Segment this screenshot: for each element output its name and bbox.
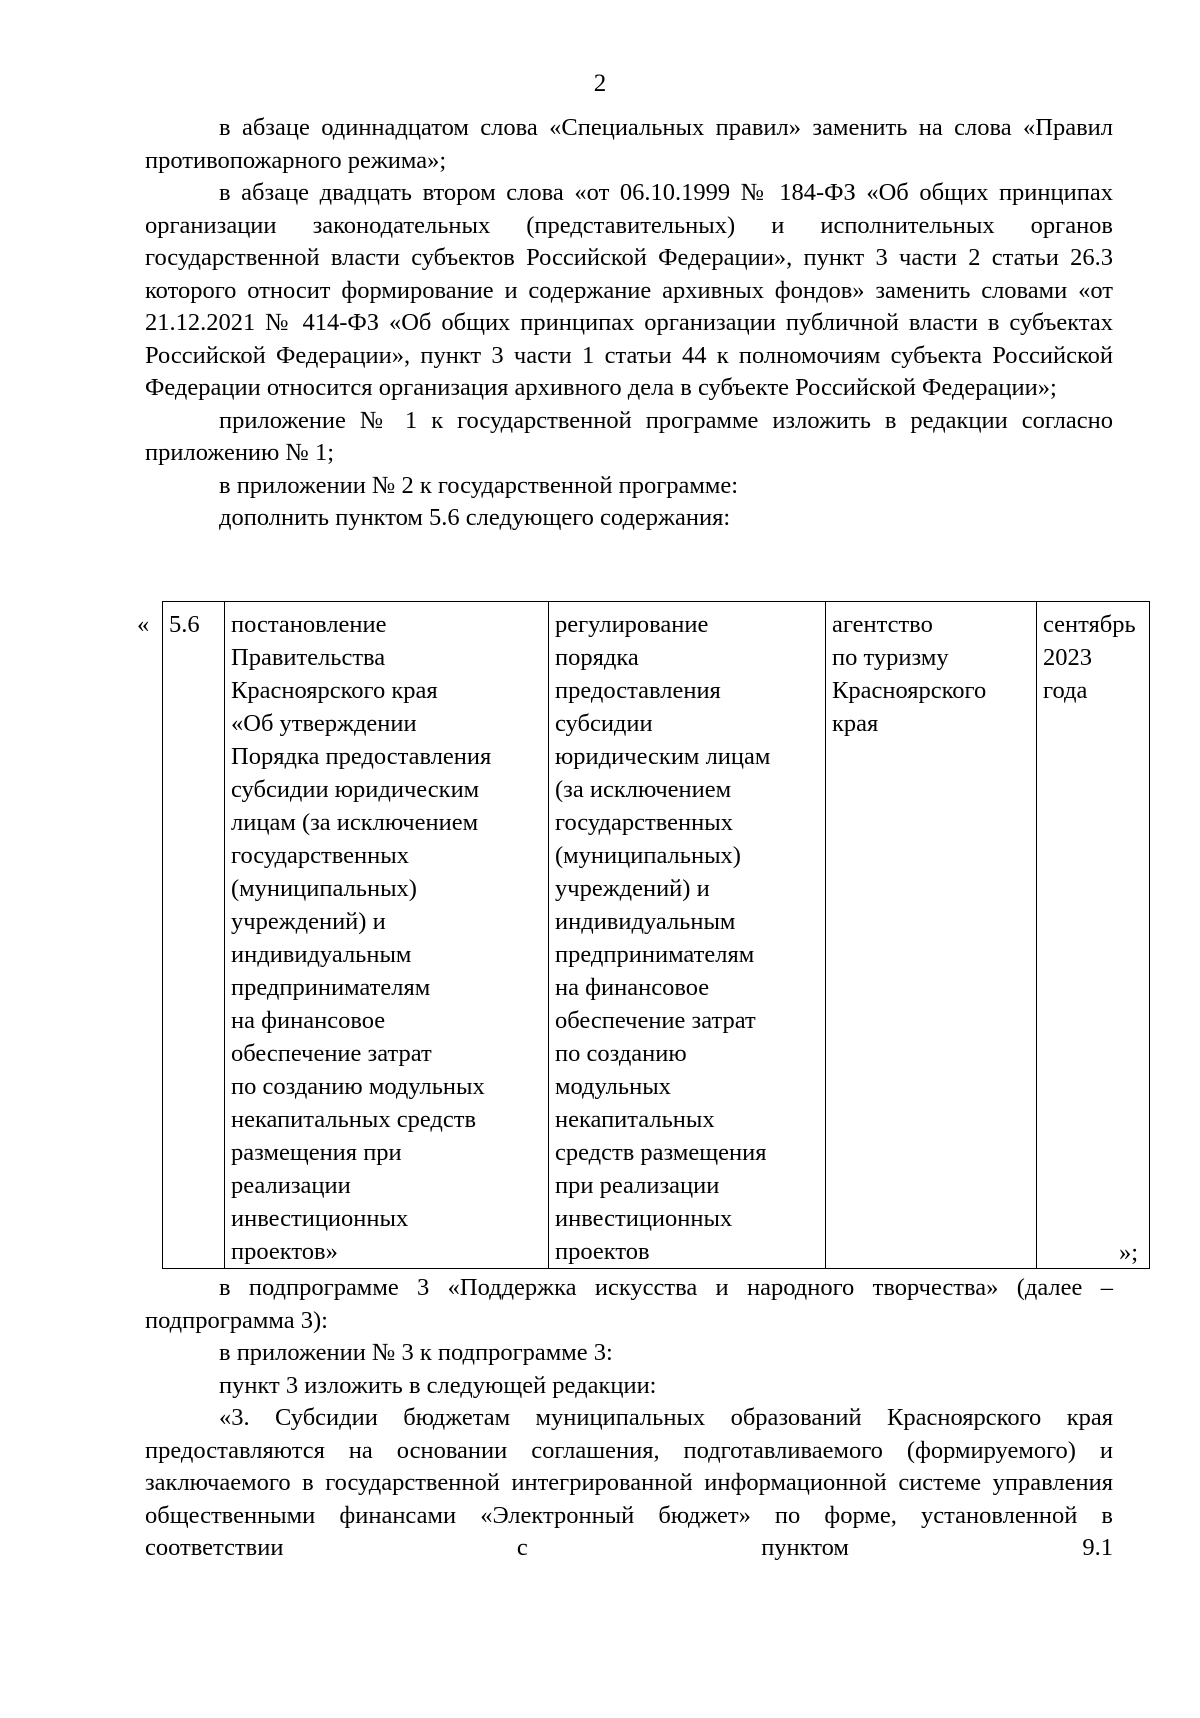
cell-line: на финансовое [231, 1007, 386, 1034]
cell-line: учреждений) и [555, 875, 710, 902]
cell-line: юридическим лицам [555, 743, 771, 770]
cell-line: Порядка предоставления [231, 743, 492, 770]
cell-line: года [1043, 677, 1088, 704]
document-body-bottom [145, 1272, 1113, 1565]
cell-line: при реализации [555, 1172, 720, 1199]
cell-line: государственных [231, 842, 409, 869]
table-open-quote: « [137, 611, 150, 638]
cell-line: некапитальных средств [231, 1106, 477, 1133]
table-row [163, 602, 1150, 1269]
cell-line: субсидии юридическим [231, 776, 480, 803]
paragraph-4: в приложении № 2 к государственной программе: [219, 471, 739, 499]
paragraph-7: в приложении № 3 к подпрограмме 3: [219, 1339, 613, 1366]
cell-line: Красноярского [832, 677, 987, 704]
cell-line: обеспечение затрат [555, 1007, 756, 1034]
paragraph-5: дополнить пунктом 5.6 следующего содержания: [219, 504, 731, 531]
term-lines [1043, 608, 1144, 707]
cell-line: сентябрь [1043, 611, 1136, 638]
cell-subject [549, 602, 826, 1269]
cell-line: по туризму [832, 644, 949, 671]
executor-lines [832, 608, 1031, 740]
document-lines [231, 608, 543, 1268]
cell-document [225, 602, 549, 1269]
cell-executor [826, 602, 1037, 1269]
cell-line: проектов» [231, 1238, 338, 1265]
subject-lines [555, 608, 820, 1268]
cell-line: порядка [555, 644, 639, 671]
cell-line: индивидуальным [231, 941, 412, 968]
paragraph-2: в абзаце двадцать втором слова «от 06.10.1999 № 184-ФЗ «Об общих принципах организации законодательных (представительных) и исполнительных органов государственной власти субъектов Российской Федерации», пункт 3 части 2 статьи 26.3 которого относит формирование и содержание архивных фондов» заменить словами «от 21.12.2021 № 414-ФЗ «Об общих принципах организации публичной власти в субъектах Российской Федерации», пункт 3 части 1 статьи 44 к полномочиям субъекта Российской Федерации относится организация архивного дела в субъекте Российской Федерации»; [145, 179, 1113, 401]
cell-line: средств размещения [555, 1139, 767, 1166]
cell-line: по созданию модульных [231, 1073, 485, 1100]
cell-line: государственных [555, 809, 733, 836]
cell-line: постановление [231, 611, 387, 638]
table-close-quote: »; [1119, 1239, 1139, 1266]
cell-line: агентство [832, 611, 933, 638]
paragraph-8: пункт 3 изложить в следующей редакции: [219, 1371, 657, 1399]
paragraph-1: в абзаце одиннадцатом слова «Специальных правил» заменить на слова «Правил противопожарного режима»; [145, 114, 1113, 174]
cell-line: края [832, 710, 879, 737]
cell-line: реализации [231, 1172, 351, 1199]
cell-line: обеспечение затрат [231, 1040, 432, 1067]
cell-line: (за исключением [555, 776, 732, 803]
amendment-table [162, 601, 1150, 1269]
cell-line: предпринимателям [555, 941, 755, 968]
cell-line: субсидии [555, 710, 653, 737]
cell-line: Правительства [231, 644, 386, 671]
cell-line: размещения при [231, 1139, 402, 1166]
cell-line: модульных [555, 1073, 671, 1100]
cell-line: проектов [555, 1238, 650, 1265]
cell-line: (муниципальных) [555, 842, 741, 869]
cell-line: предпринимателям [231, 974, 431, 1001]
cell-line: 2023 [1043, 644, 1092, 671]
cell-line: инвестиционных [231, 1205, 409, 1232]
cell-term [1037, 602, 1150, 1269]
cell-line: некапитальных [555, 1106, 715, 1133]
cell-line: учреждений) и [231, 908, 386, 935]
cell-line: регулирование [555, 611, 709, 638]
cell-item-number: 5.6 [163, 602, 225, 1269]
cell-line: по созданию [555, 1040, 687, 1067]
paragraph-9: «3. Субсидии бюджетам муниципальных образований Красноярского края предоставляются на основании соглашения, подготавливаемого (формируемого) и заключаемого в государственной интегрированной информационной системе управления общественными финансами «Электронный бюджет» по форме, установленной в соответствии с пунктом 9.1 [145, 1404, 1113, 1561]
paragraph-3: приложение № 1 к государственной программе изложить в редакции согласно приложению № 1; [145, 406, 1113, 466]
page-number: 2 [593, 70, 607, 97]
cell-line: (муниципальных) [231, 875, 417, 902]
paragraph-6: в подпрограмме 3 «Поддержка искусства и народного творчества» (далее – подпрограмма 3): [145, 1274, 1113, 1334]
cell-line: лицам (за исключением [231, 809, 479, 836]
cell-line: предоставления [555, 677, 721, 704]
amendment-table-wrapper [162, 601, 1150, 1269]
cell-line: на финансовое [555, 974, 710, 1001]
document-body-top [145, 112, 1113, 535]
cell-line: инвестиционных [555, 1205, 733, 1232]
cell-line: «Об утверждении [231, 710, 417, 737]
cell-line: индивидуальным [555, 908, 736, 935]
cell-line: Красноярского края [231, 677, 438, 704]
